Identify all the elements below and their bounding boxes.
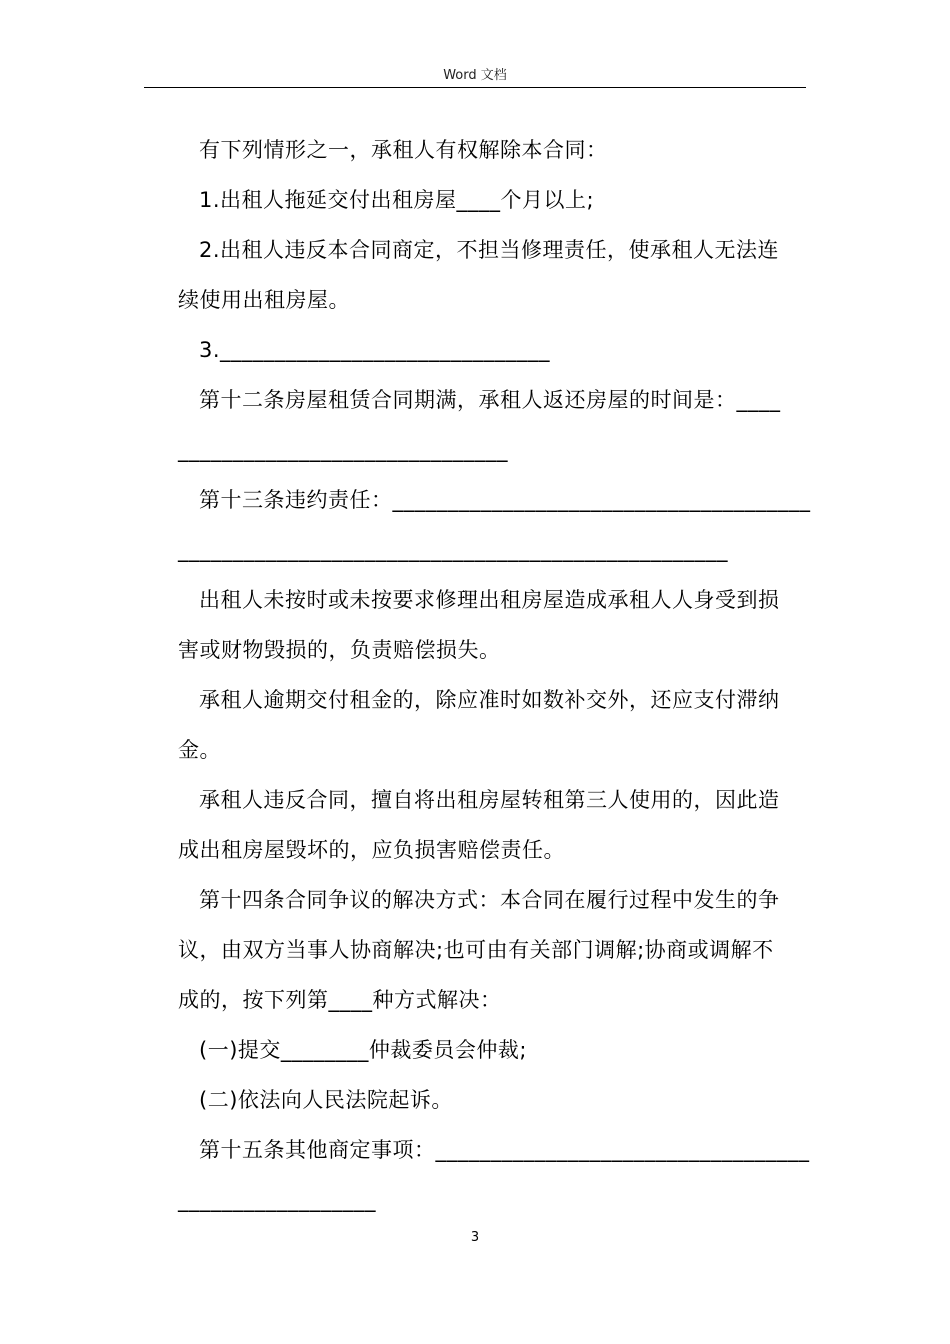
paragraph-line: ______________________________ (178, 438, 508, 462)
paragraph-line: 1.出租人拖延交付出租房屋____个月以上; (199, 188, 595, 212)
paragraph-line: 出租人未按时或未按要求修理出租房屋造成承租人人身受到损 (199, 588, 780, 612)
paragraph-line: 成出租房屋毁坏的，应负损害赔偿责任。 (178, 838, 565, 862)
header-title: Word 文档 (443, 68, 507, 83)
paragraph-line: 第十四条合同争议的解决方式：本合同在履行过程中发生的争 (199, 888, 780, 912)
paragraph-line: 议，由双方当事人协商解决;也可由有关部门调解;协商或调解不 (178, 938, 774, 962)
paragraph-line: 金。 (178, 738, 221, 762)
paragraph-line: __________________________________________________ (178, 538, 728, 562)
paragraph-line: 续使用出租房屋。 (178, 288, 350, 312)
paragraph-line: (二)依法向人民法院起诉。 (199, 1088, 453, 1112)
page-number: 3 (470, 1230, 480, 1245)
paragraph-line: __________________ (178, 1188, 376, 1212)
paragraph-line: 第十五条其他商定事项：__________________________________ (199, 1138, 810, 1162)
paragraph-line: 成的，按下列第____种方式解决： (178, 988, 502, 1012)
paragraph-line: 3.______________________________ (199, 338, 551, 362)
header-divider (144, 87, 806, 88)
paragraph-line: 第十三条违约责任：______________________________________ (199, 488, 811, 512)
paragraph-line: 承租人逾期交付租金的，除应准时如数补交外，还应支付滞纳 (199, 688, 780, 712)
paragraph-line: 第十二条房屋租赁合同期满，承租人返还房屋的时间是：____ (199, 388, 781, 412)
paragraph-line: 2.出租人违反本合同商定，不担当修理责任，使承租人无法连 (199, 238, 780, 262)
paragraph-line: 承租人违反合同，擅自将出租房屋转租第三人使用的，因此造 (199, 788, 780, 812)
paragraph-line: (一)提交________仲裁委员会仲裁; (199, 1038, 527, 1062)
paragraph-line: 害或财物毁损的，负责赔偿损失。 (178, 638, 501, 662)
paragraph-line: 有下列情形之一，承租人有权解除本合同： (199, 138, 608, 162)
